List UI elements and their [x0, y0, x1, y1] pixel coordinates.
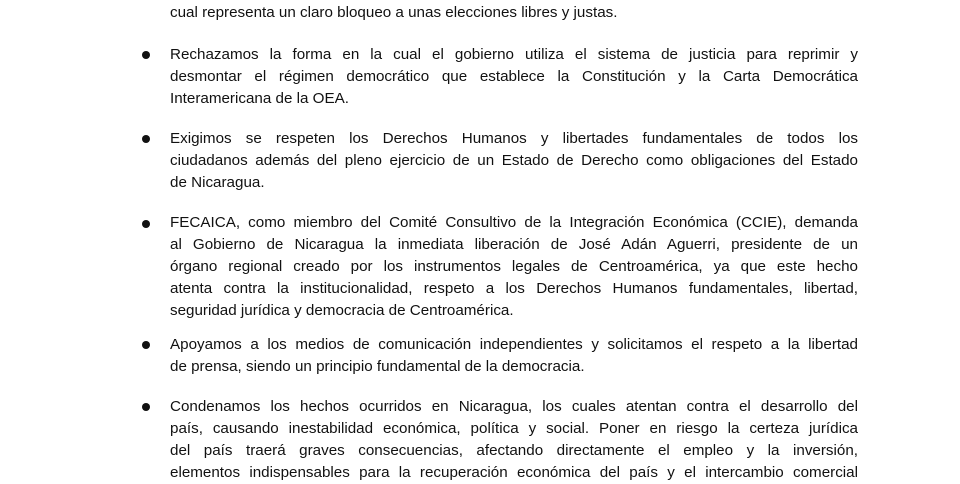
text-line: Rechazamos la forma en la cual el gobierno utiliza el sistema de justicia para reprimir y: [170, 46, 858, 63]
text-line: del país traerá graves consecuencias, afectando directamente el empleo y la inversión,: [170, 442, 858, 459]
bullet-icon: [142, 135, 150, 143]
bullet-icon: [142, 341, 150, 349]
text-line: cual representa un claro bloqueo a unas elecciones libres y justas.: [170, 4, 618, 21]
text-line: Interamericana de la OEA.: [170, 90, 349, 107]
text-line: Condenamos los hechos ocurridos en Nicaragua, los cuales atentan contra el desarrollo del: [170, 398, 858, 415]
text-line: de prensa, siendo un principio fundamental de la democracia.: [170, 358, 585, 375]
text-line: seguridad jurídica y democracia de Centroamérica.: [170, 302, 514, 319]
text-line: órgano regional creado por los instrumentos legales de Centroamérica, ya que este hecho: [170, 258, 858, 275]
text-line: Apoyamos a los medios de comunicación independientes y solicitamos el respeto a la libertad: [170, 336, 858, 353]
text-line: país, causando inestabilidad económica, política y social. Poner en riesgo la certeza jurídica: [170, 420, 858, 437]
paragraph-exigimos: [170, 128, 858, 194]
paragraph-rechazamos: [170, 44, 858, 110]
text-line: Exigimos se respeten los Derechos Humanos y libertades fundamentales de todos los: [170, 130, 858, 147]
bullet-icon: [142, 51, 150, 59]
bullet-icon: [142, 220, 150, 228]
text-line: ciudadanos además del pleno ejercicio de un Estado de Derecho como obligaciones del Estado: [170, 152, 858, 169]
bullet-icon: [142, 403, 150, 411]
text-line: de Nicaragua.: [170, 174, 265, 191]
text-line: atenta contra la institucionalidad, respeto a los Derechos Humanos fundamentales, libertad,: [170, 280, 858, 297]
paragraph-continuation: [170, 2, 858, 24]
text-line: al Gobierno de Nicaragua la inmediata liberación de José Adán Aguerri, presidente de un: [170, 236, 858, 253]
paragraph-apoyamos: [170, 334, 858, 378]
text-line: desmontar el régimen democrático que establece la Constitución y la Carta Democrática: [170, 68, 858, 85]
paragraph-condenamos: [170, 396, 858, 484]
text-line: elementos indispensables para la recuperación económica del país y el intercambio comercial: [170, 464, 858, 481]
text-line: FECAICA, como miembro del Comité Consultivo de la Integración Económica (CCIE), demanda: [170, 214, 858, 231]
paragraph-fecaica: [170, 212, 858, 322]
